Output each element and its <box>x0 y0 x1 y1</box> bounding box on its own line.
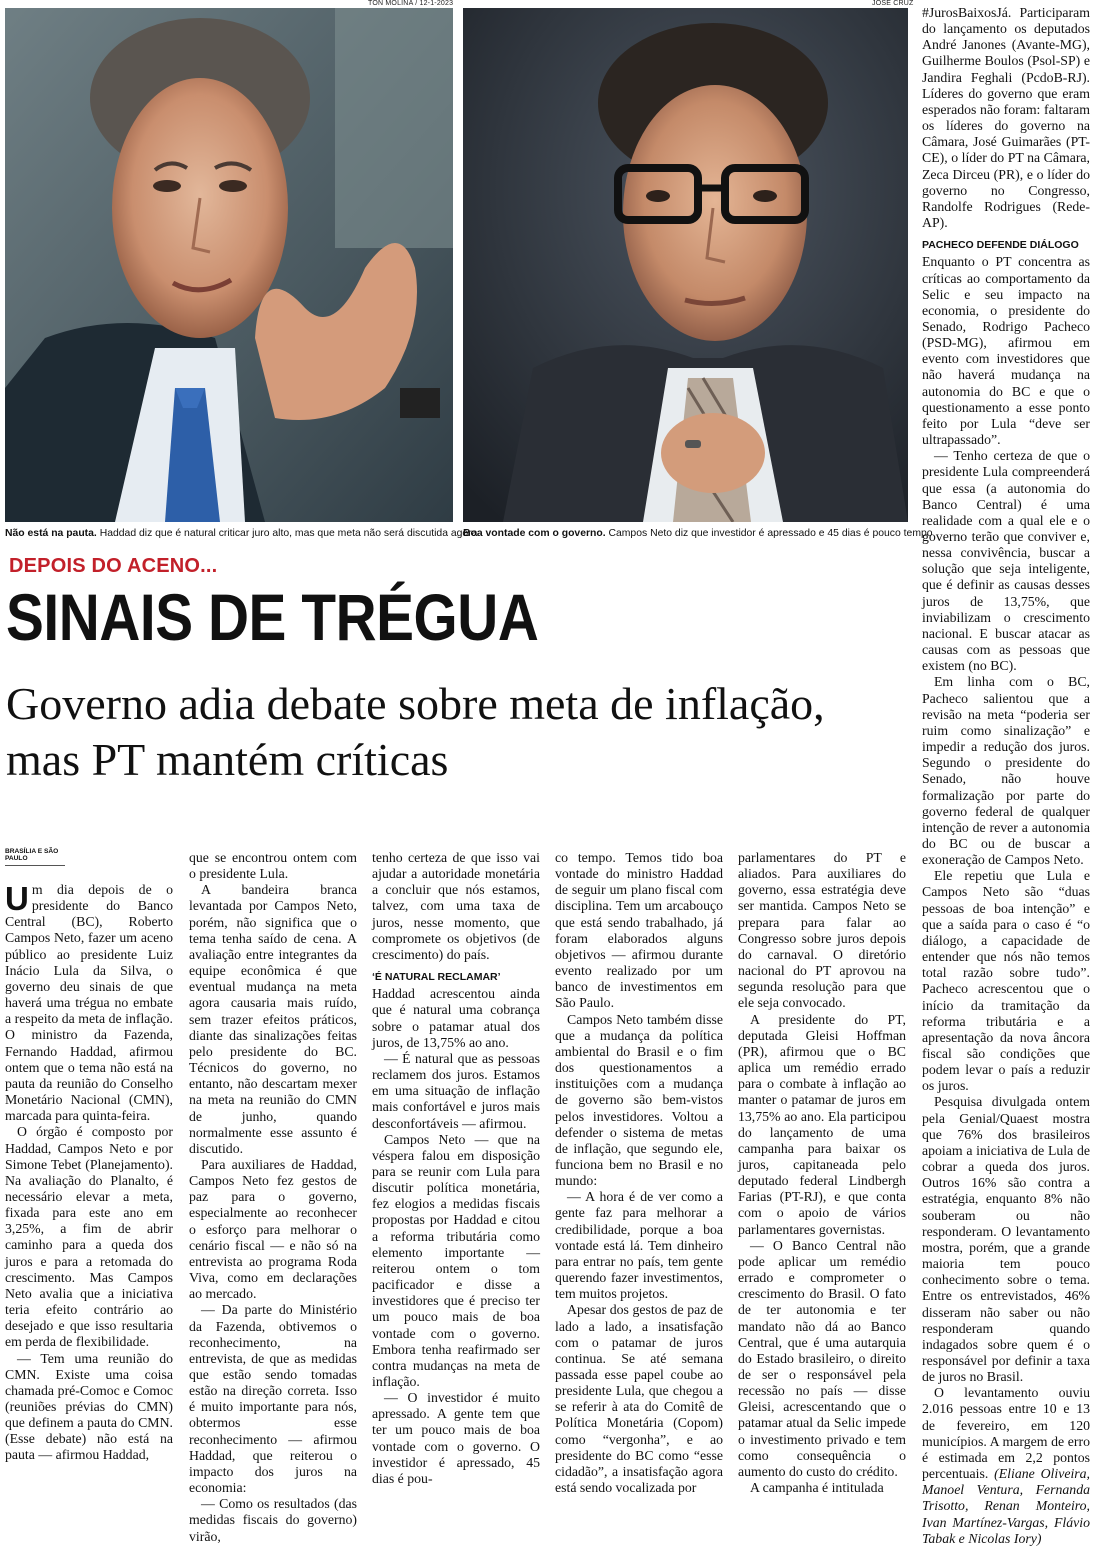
paragraph: Ele repetiu que Lula e Campos Neto são “duas pessoas de boa intenção” e que a saída para o caso é “o diálogo, a capacidade de entender que nós não temos total razão sobre tudo”. Pacheco acrescentou que o início da tramitação da reforma tributária e a apresentação da nova âncora fiscal são condições que podem levar o país a reduzir os juros. <box>922 868 1090 1094</box>
paragraph: que se encontrou ontem com o presidente Lula. <box>189 850 357 882</box>
photo-credit-haddad: TON MOLINA / 12-1-2023 <box>368 0 454 7</box>
paragraph: Haddad acrescentou ainda que é natural uma cobrança sobre o patamar atual dos juros, de 13,75% ao ano. <box>372 986 540 1050</box>
kicker: DEPOIS DO ACENO... <box>9 555 218 577</box>
paragraph: — Como os resultados (das medidas fiscais do governo) virão, <box>189 1496 357 1544</box>
dateline: BRASÍLIA E SÃO PAULO <box>5 848 65 866</box>
paragraph: A bandeira branca levantada por Campos Neto, porém, não significa que o tema tenha saído de cena. A avaliação entre integrantes da equipe econômica é que eventual mudança na meta agora causaria mais ruído, sem trazer efeitos práticos, diante das sinalizações feitas pelo presidente do BC. Técnicos do governo, no entanto, não descartam mexer na meta na reunião do CMN de junho, quando normalmente esse assunto é discutido. <box>189 882 357 1156</box>
paragraph: O levantamento ouviu 2.016 pessoas entre 10 e 13 de fevereiro, em 120 municípios. A margem de erro é estimada em 2,2 pontos percentuais. (Eliane Oliveira, Manoel Ventura, Fernanda Trisotto, Renan Monteiro, Ivan Martínez-Vargas, Flávio Tabak e Nicolas Iory) <box>922 1385 1090 1546</box>
paragraph: — Tenho certeza de que o presidente Lula compreenderá que essa (a autonomia do Banco Central) é uma realidade com a qual ele e o governo terão que conviver e, nessa convivência, buscar a solução que seja inteligente, que é definir as causas desses juros de 13,75%, que inviabilizam o crescimento nacional. E buscar atacar as causas com as pessoas que existem (no BC). <box>922 448 1090 674</box>
caption-text: Campos Neto diz que investidor é apressado e 45 dias é pouco tempo <box>605 528 933 539</box>
paragraph: tenho certeza de que isso vai ajudar a autoridade monetária a concluir que nós estamos, talvez, com uma taxa de juros, nesse momento, que compromete os objetivos (de crescimento) do país. <box>372 850 540 962</box>
photo-credit-campos-neto: JOSÉ CRUZ <box>872 0 914 7</box>
photo-caption-haddad <box>5 528 477 540</box>
paragraph: — O Banco Central não pode aplicar um remédio errado e comprometer o crescimento do Brasil. O fato de ter autonomia e ter mandato não dá ao Banco Central, que é uma autarquia do Estado brasileiro, o direito de ser o responsável pela recessão no país — disse Gleisi, acrescentando que o patamar atual da Selic impede o investimento privado e tem como consequência o aumento do custo do crédito. <box>738 1237 906 1479</box>
paragraph: Um dia depois de o presidente do Banco Central (BC), Roberto Campos Neto, fazer um aceno público ao presidente Luiz Inácio Lula da Silva, o governo deu sinais de que haverá uma trégua no embate a respeito da meta de inflação. O ministro da Fazenda, Fernando Haddad, afirmou ontem que o tema não está na pauta da reunião do Conselho Monetário Nacional (CMN), marcada para quinta-feira. <box>5 880 173 1124</box>
deck: Governo adia debate sobre meta de inflação, mas PT mantém críticas <box>6 678 825 785</box>
subhead: PACHECO DEFENDE DIÁLOGO <box>922 239 1079 252</box>
photo-campos-neto <box>463 8 908 522</box>
paragraph: Em linha com o BC, Pacheco salientou que a revisão na meta “poderia ser ruim como sinalização” e impedir a redução dos juros. Segundo o presidente do Senado, não houve formalização por parte do governo federal de qualquer intenção de rever a autonomia do BC ou de buscar a exoneração de Campos Neto. <box>922 674 1090 868</box>
campos-neto-photo-image <box>463 8 908 522</box>
photo-haddad <box>5 8 453 522</box>
photo-caption-campos-neto <box>463 528 933 540</box>
paragraph: Campos Neto também disse que a mudança da política ambiental do Brasil e o fim dos questionamentos a instituições com a mudança de governo são bem-vistos pelos investidores. Voltou a defender o sistema de metas de inflação, que segundo ele, funciona bem no Brasil e no mundo: <box>555 1011 723 1189</box>
paragraph: — Tem uma reunião do CMN. Existe uma coisa chamada pré-Comoc e Comoc (reuniões prévias do CMN) que definem a pauta do CMN. (Esse debate) não está na pauta — afirmou Haddad, <box>5 1350 173 1463</box>
paragraph: — É natural que as pessoas reclamem dos juros. Estamos em uma situação de inflação mais confortável e juros mais desconfortáveis — afirmou. <box>372 1050 540 1131</box>
caption-title: Boa vontade com o governo. <box>463 528 606 539</box>
article-column-5 <box>738 850 906 1496</box>
paragraph: Enquanto o PT concentra as críticas ao comportamento da Selic e seu impacto na economia, o presidente do Senado, Rodrigo Pacheco (PSD-MG), afirmou em evento com investidores que não haverá mudança na autonomia do BC e que o questionamento a esse ponto feito por Lula “deve ser ultrapassado”. <box>922 254 1090 448</box>
paragraph: parlamentares do PT e aliados. Para auxiliares do governo, essa estratégia deve ser mantida. Campos Neto se prepara para falar ao Congresso sobre juros depois do carnaval. O diretório nacional do PT aprovou na segunda resolução para que ele seja convocado. <box>738 850 906 1011</box>
paragraph: Para auxiliares de Haddad, Campos Neto fez gestos de paz para o governo, especialmente ao reconhecer o esforço para melhorar o cenário fiscal — e não só na entrevista ao programa Roda Viva, como em declarações ao mercado. <box>189 1156 357 1302</box>
byline: (Eliane Oliveira, Manoel Ventura, Fernanda Trisotto, Renan Monteiro, Ivan Martínez-Vargas, Flávio Tabak e Nicolas Iory) <box>922 1466 1090 1546</box>
article-column-3 <box>372 850 540 1487</box>
paragraph: — A hora é de ver como a gente faz para melhorar a credibilidade, porque a boa vontade está lá. Tem dinheiro para entrar no país, tem gente querendo fazer investimentos, tem muitos projetos. <box>555 1189 723 1302</box>
subhead: ‘É NATURAL RECLAMAR’ <box>372 971 501 984</box>
paragraph: O órgão é composto por Haddad, Campos Neto e por Simone Tebet (Planejamento). Na avaliação do Planalto, é necessário elevar a meta, fixada para este ano em 3,25%, a fim de abrir caminho para a queda dos juros e para a retomada do crescimento. Mas Campos Neto avalia que a iniciativa teria efeito contrário ao desejado e que isso resultaria em perda de flexibilidade. <box>5 1124 173 1350</box>
paragraph: Campos Neto — que na véspera falou em disposição para se reunir com Lula para discutir política monetária, fez elogios a medidas fiscais propostas por Haddad e citou a reforma tributária como elemento importante — reiterou ontem o tom pacificador e disse a investidores que é preciso ter um pouco mais de boa vontade com o governo. Embora tenha reafirmado ser contra mudanças na meta de inflação. <box>372 1131 540 1389</box>
paragraph: Pesquisa divulgada ontem pela Genial/Quaest mostra que 76% dos brasileiros apoiam a iniciativa de Lula de cobrar a queda dos juros. Outros 16% são contra a estratégia, enquanto 8% não souberam ou não responderam. O levantamento mostra, porém, que a grande maioria tem pouco conhecimento sobre o tema. Entre os entrevistados, 46% disseram não saber ou não responderam quando indagados sobre quem é o responsável por definir a taxa de juros no Brasil. <box>922 1094 1090 1385</box>
paragraph: #JurosBaixosJá. Participaram do lançamento os deputados André Janones (Avante-MG), Guilherme Boulos (Psol-SP) e Jandira Feghali (PcdoB-RJ). Líderes do governo que eram esperados não foram: faltaram os líderes do governo na Câmara, José Guimarães (PT-CE), o líder do PT na Câmara, Zeca Dirceu (PR), e o líder do governo no Congresso, Randolfe Rodrigues (Rede-AP). <box>922 5 1090 231</box>
paragraph: A presidente do PT, deputada Gleisi Hoffman (PR), afirmou que o BC aplica um remédio errado para o combate à inflação ao manter o patamar de juros em 13,75% ao ano. Ela participou do lançamento de uma campanha para baixar os juros, capitaneada pelo deputado federal Lindbergh Farias (PT-RJ), e que conta com o apoio de vários parlamentares governistas. <box>738 1011 906 1237</box>
dropcap: U <box>5 880 29 917</box>
haddad-photo-image <box>5 8 453 522</box>
article-column-4 <box>555 850 723 1496</box>
caption-text: Haddad diz que é natural criticar juro alto, mas que meta não será discutida agora <box>96 528 478 539</box>
paragraph: — Da parte do Ministério da Fazenda, obtivemos o reconhecimento, na entrevista, de que as medidas que estão sendo tomadas estão na direção correta. Isso é muito importante para nós, obtermos esse reconhecimento — afirmou Haddad, que reiterou o impacto dos juros na economia: <box>189 1302 357 1496</box>
paragraph: A campanha é intitulada <box>750 1480 884 1496</box>
article-column-2 <box>189 850 357 1545</box>
article-column-1 <box>5 882 173 1464</box>
paragraph: — O investidor é muito apressado. A gente tem que ter um pouco mais de boa vontade com o governo. O investidor é apressado, 45 dias é pou- <box>372 1390 540 1486</box>
headline: SINAIS DE TRÉGUA <box>6 580 539 654</box>
caption-title: Não está na pauta. <box>5 528 97 539</box>
article-column-6 <box>922 5 1090 1547</box>
paragraph: co tempo. Temos tido boa vontade do ministro Haddad de seguir um plano fiscal com disciplina. Tem um arcabouço que está sendo trabalhado, já foram elaborados alguns objetivos — afirmou durante evento realizado por um banco de investimentos em São Paulo. <box>555 850 723 1011</box>
paragraph: Apesar dos gestos de paz de lado a lado, a insatisfação com o patamar de juros continua. Se até semana passada esse papel coube ao presidente Lula, que chegou a se referir à ata do Comitê de Política Monetária (Copom) como “vergonha”, e ao presidente do BC como “esse cidadão”, a insatisfação agora está sendo vocalizada por <box>555 1302 723 1496</box>
